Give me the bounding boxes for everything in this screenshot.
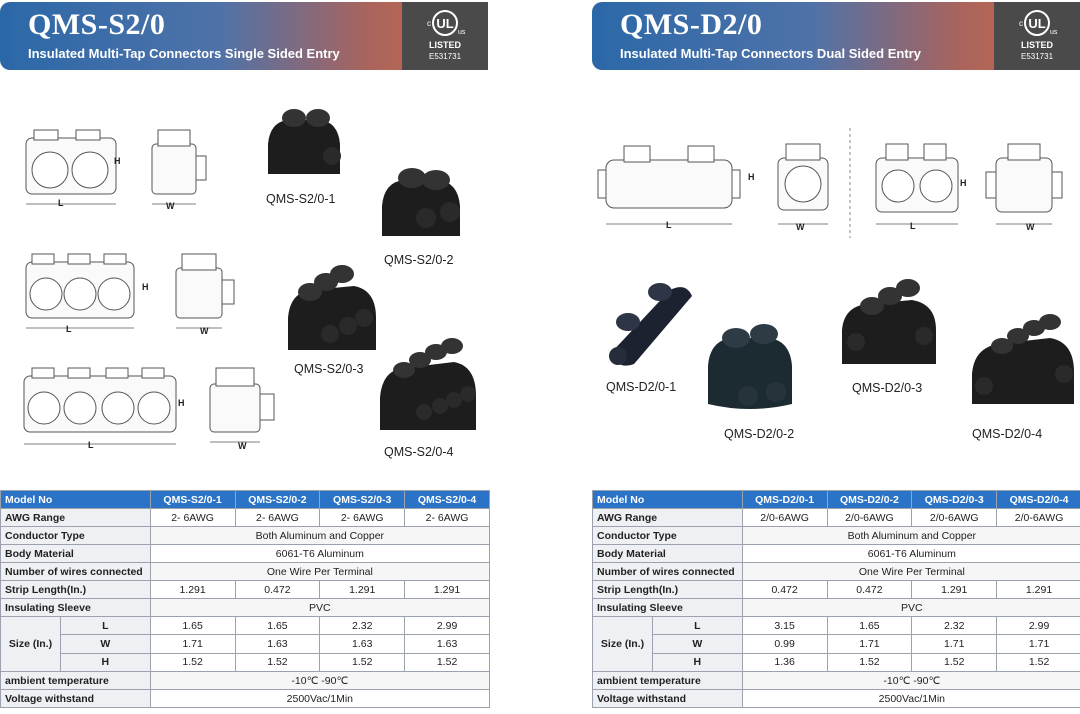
row-label: Strip Length(In.) (1, 581, 151, 599)
cert-listed-text: LISTED (428, 40, 461, 50)
table-row (593, 617, 1080, 635)
table-cell: 1.291 (997, 581, 1080, 599)
table-cell: 2- 6AWG (405, 509, 490, 527)
table-cell: 1.52 (912, 653, 997, 671)
banner (0, 2, 488, 70)
table-cell: PVC (742, 599, 1080, 617)
ul-logo-icon (424, 8, 466, 38)
table-cell: 1.291 (405, 581, 490, 599)
table-header: Model No (593, 491, 743, 509)
row-label: AWG Range (593, 509, 743, 527)
table-row (1, 545, 490, 563)
table-cell: 6061-T6 Aluminum (150, 545, 489, 563)
table-cell: 6061-T6 Aluminum (742, 545, 1080, 563)
table-cell: 1.52 (235, 653, 320, 671)
dim-label-h: H (114, 156, 121, 166)
table-cell: 2/0-6AWG (742, 509, 827, 527)
table-cell: 3.15 (742, 617, 827, 635)
page-subtitle: Insulated Multi-Tap Connectors Single Sided Entry (28, 46, 340, 61)
table-cell: 1.291 (320, 581, 405, 599)
right-panel (592, 0, 1080, 714)
dim-label-w: W (238, 441, 247, 451)
svg-text:us: us (458, 29, 466, 36)
table-cell: Both Aluminum and Copper (742, 527, 1080, 545)
table-cell: 1.63 (320, 635, 405, 653)
table-cell: PVC (150, 599, 489, 617)
row-label: Voltage withstand (593, 690, 743, 708)
drawing-front-d1 (594, 138, 744, 228)
page-subtitle: Insulated Multi-Tap Connectors Dual Sided Entry (620, 46, 921, 61)
row-label: Conductor Type (1, 527, 151, 545)
spec-table (592, 490, 1080, 708)
left-panel (0, 0, 490, 714)
dim-label: L (653, 617, 742, 635)
product-photo-s4 (374, 338, 480, 438)
row-label: ambient temperature (1, 672, 151, 690)
table-header-row (1, 491, 490, 509)
dim-label: H (693, 656, 702, 669)
table-cell: 2.32 (912, 617, 997, 635)
product-label: QMS-S2/0-3 (294, 362, 364, 376)
dim-label-l: L (66, 324, 72, 334)
svg-text:c: c (427, 19, 431, 28)
table-row (1, 690, 490, 708)
dim-label-w: W (1026, 222, 1035, 232)
table-header: QMS-S2/0-1 (150, 491, 235, 509)
product-label: QMS-S2/0-4 (384, 445, 454, 459)
row-label: Voltage withstand (1, 690, 151, 708)
dim-label-l: L (666, 220, 672, 230)
product-label: QMS-D2/0-1 (606, 380, 677, 394)
product-photo-d4 (966, 314, 1078, 414)
row-label: Body Material (1, 545, 151, 563)
table-cell: 2.99 (997, 617, 1080, 635)
table-row (593, 527, 1080, 545)
table-cell: 2500Vac/1Min (150, 690, 489, 708)
row-label: Body Material (593, 545, 743, 563)
table-cell: 1.52 (405, 653, 490, 671)
dim-label-w: W (796, 222, 805, 232)
table-cell: 1.36 (742, 653, 827, 671)
size-label-cell (1, 617, 151, 672)
table-cell: 1.71 (150, 635, 235, 653)
cert-number: E531731 (1020, 52, 1054, 61)
table-cell: 1.65 (235, 617, 320, 635)
table-cell: 2/0-6AWG (912, 509, 997, 527)
table-row (1, 599, 490, 617)
table-cell: 2- 6AWG (320, 509, 405, 527)
dim-label-w: W (200, 326, 209, 336)
dim-label-h: H (748, 172, 755, 182)
product-photo-s1 (262, 104, 346, 184)
table-cell: 1.63 (405, 635, 490, 653)
table-cell: 1.52 (320, 653, 405, 671)
dim-label-h: H (178, 398, 185, 408)
drawing-front-1 (20, 126, 120, 208)
table-cell: 1.63 (235, 635, 320, 653)
table-cell: 2/0-6AWG (827, 509, 912, 527)
product-photo-s3 (282, 262, 382, 358)
table-row (1, 672, 490, 690)
page-title: QMS-D2/0 (620, 8, 763, 41)
row-label: Size (In.) (1, 617, 61, 671)
table-cell: 2500Vac/1Min (742, 690, 1080, 708)
ul-certification-badge (402, 2, 488, 70)
divider (848, 128, 852, 238)
dim-label: W (61, 635, 150, 653)
row-label: Conductor Type (593, 527, 743, 545)
table-cell: 2/0-6AWG (997, 509, 1080, 527)
table-cell: 2.99 (405, 617, 490, 635)
banner (592, 2, 1080, 70)
table-row (593, 581, 1080, 599)
table-cell: 1.291 (912, 581, 997, 599)
table-row (593, 545, 1080, 563)
drawing-side-d2 (984, 138, 1068, 228)
dim-label-h: H (960, 178, 967, 188)
product-label: QMS-S2/0-2 (384, 253, 454, 267)
dim-label-l: L (58, 198, 64, 208)
dim-label-w: W (166, 201, 175, 211)
drawing-front-d2 (872, 138, 962, 228)
table-cell: 1.71 (912, 635, 997, 653)
table-cell: 1.71 (827, 635, 912, 653)
product-label: QMS-D2/0-4 (972, 427, 1043, 441)
table-cell: 0.472 (235, 581, 320, 599)
product-label: QMS-D2/0-3 (852, 381, 923, 395)
drawing-side-d1 (774, 138, 834, 228)
product-label: QMS-S2/0-1 (266, 192, 336, 206)
product-photo-s2 (376, 160, 466, 244)
drawing-front-3 (20, 364, 180, 446)
drawing-side-2 (168, 250, 248, 332)
dim-label: H (101, 656, 110, 669)
table-row (1, 527, 490, 545)
table-header: QMS-D2/0-2 (827, 491, 912, 509)
table-cell: One Wire Per Terminal (742, 563, 1080, 581)
row-label: AWG Range (1, 509, 151, 527)
table-cell: -10℃ -90℃ (742, 672, 1080, 690)
table-row (1, 509, 490, 527)
svg-text:us: us (1050, 29, 1058, 36)
table-row (593, 563, 1080, 581)
product-label: QMS-D2/0-2 (724, 427, 795, 441)
product-photo-d2 (702, 318, 798, 418)
spec-table (0, 490, 490, 708)
cert-number: E531731 (428, 52, 462, 61)
table-cell: 0.472 (742, 581, 827, 599)
ul-certification-badge (994, 2, 1080, 70)
svg-text:UL: UL (1028, 16, 1046, 31)
table-row (593, 509, 1080, 527)
product-photo-d3 (836, 278, 942, 374)
table-cell: 1.291 (150, 581, 235, 599)
table-cell: 1.65 (150, 617, 235, 635)
cert-listed-text: LISTED (1020, 40, 1053, 50)
drawing-side-1 (140, 126, 210, 208)
table-cell: 1.52 (997, 653, 1080, 671)
row-label: Insulating Sleeve (593, 599, 743, 617)
row-label: Number of wires connected (593, 563, 743, 581)
dim-label: L (61, 617, 150, 635)
row-label: Number of wires connected (1, 563, 151, 581)
table-header-row (593, 491, 1080, 509)
svg-text:c: c (1019, 19, 1023, 28)
row-label: Strip Length(In.) (593, 581, 743, 599)
table-header: QMS-D2/0-1 (742, 491, 827, 509)
table-cell: 2- 6AWG (150, 509, 235, 527)
table-row (593, 672, 1080, 690)
ul-logo-icon (1016, 8, 1058, 38)
table-cell: 0.472 (827, 581, 912, 599)
table-row (1, 563, 490, 581)
table-header: QMS-S2/0-4 (405, 491, 490, 509)
svg-text:UL: UL (436, 16, 454, 31)
table-cell: 2- 6AWG (235, 509, 320, 527)
table-cell: 1.71 (997, 635, 1080, 653)
table-cell: 0.99 (742, 635, 827, 653)
row-label: Insulating Sleeve (1, 599, 151, 617)
table-header: QMS-D2/0-3 (912, 491, 997, 509)
table-cell: 1.65 (827, 617, 912, 635)
table-row (593, 690, 1080, 708)
table-row (1, 581, 490, 599)
dim-label-l: L (88, 440, 94, 450)
dim-label-l: L (910, 221, 916, 231)
table-header: Model No (1, 491, 151, 509)
dim-label-h: H (142, 282, 149, 292)
row-label: ambient temperature (593, 672, 743, 690)
dim-label: W (653, 635, 742, 653)
drawing-front-2 (20, 250, 140, 332)
page-title: QMS-S2/0 (28, 8, 166, 41)
row-label: Size (In.) (593, 617, 653, 671)
table-cell: Both Aluminum and Copper (150, 527, 489, 545)
table-cell: 1.52 (827, 653, 912, 671)
table-row (593, 599, 1080, 617)
drawing-side-3 (204, 364, 290, 446)
product-photo-d1 (600, 276, 700, 372)
table-row (1, 617, 490, 635)
table-cell: One Wire Per Terminal (150, 563, 489, 581)
size-label-cell (593, 617, 743, 672)
table-header: QMS-S2/0-3 (320, 491, 405, 509)
table-cell: 2.32 (320, 617, 405, 635)
table-cell: 1.52 (150, 653, 235, 671)
table-cell: -10℃ -90℃ (150, 672, 489, 690)
table-header: QMS-D2/0-4 (997, 491, 1080, 509)
table-header: QMS-S2/0-2 (235, 491, 320, 509)
